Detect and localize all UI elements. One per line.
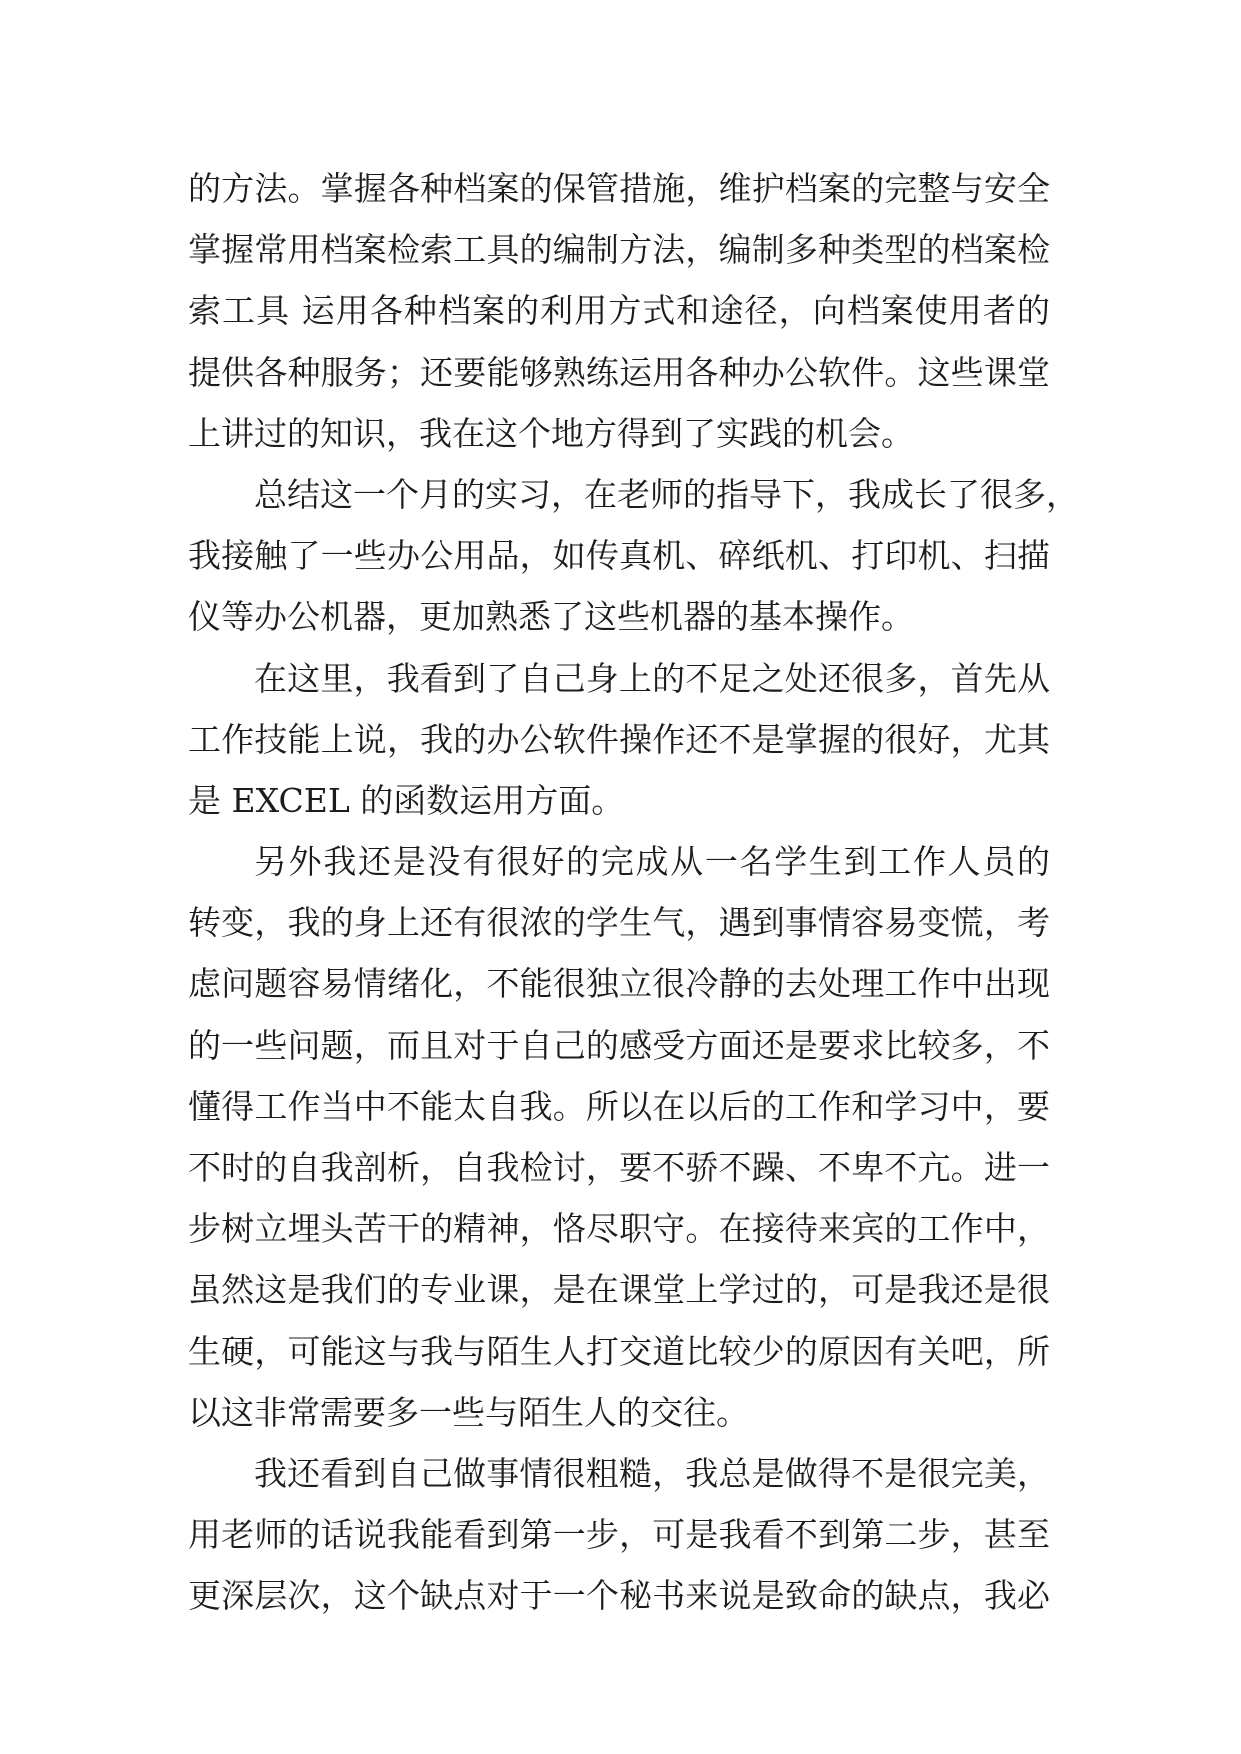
text-line: 工作技能上说，我的办公软件操作还不是掌握的很好，尤其 xyxy=(188,719,1050,759)
text-line: 生硬，可能这与我与陌生人打交道比较少的原因有关吧，所 xyxy=(188,1331,1050,1371)
text-line: 虑问题容易情绪化，不能很独立很冷静的去处理工作中出现 xyxy=(188,964,1050,1004)
text-line: 用老师的话说我能看到第一步，可是我看不到第二步，甚至 xyxy=(188,1515,1050,1555)
text-line: 以这非常需要多一些与陌生人的交往。 xyxy=(188,1392,749,1432)
text-line: 上讲过的知识，我在这个地方得到了实践的机会。 xyxy=(188,413,914,453)
text-line: 我还看到自己做事情很粗糙，我总是做得不是很完美， xyxy=(254,1453,1050,1493)
body-text xyxy=(188,158,1079,1627)
text-line: 虽然这是我们的专业课，是在课堂上学过的，可是我还是很 xyxy=(188,1270,1050,1310)
text-line: 掌握常用档案检索工具的编制方法，编制多种类型的档案检 xyxy=(188,230,1050,270)
text-line: 步树立埋头苦干的精神，恪尽职守。在接待来宾的工作中， xyxy=(188,1209,1050,1249)
text-line: 提供各种服务；还要能够熟练运用各种办公软件。这些课堂 xyxy=(188,352,1050,392)
text-line: 我接触了一些办公用品，如传真机、碎纸机、打印机、扫描 xyxy=(188,536,1050,576)
text-line: 在这里，我看到了自己身上的不足之处还很多，首先从 xyxy=(254,658,1050,698)
text-line: 总结这一个月的实习，在老师的指导下，我成长了很多， xyxy=(254,474,1079,514)
text-line: 是 EXCEL 的函数运用方面。 xyxy=(188,780,625,820)
text-line: 懂得工作当中不能太自我。所以在以后的工作和学习中，要 xyxy=(188,1086,1050,1126)
text-line: 索工具 运用各种档案的利用方式和途径，向档案使用者的 xyxy=(188,291,1050,331)
text-line: 不时的自我剖析，自我检讨，要不骄不躁、不卑不亢。进一 xyxy=(188,1148,1050,1187)
text-line: 另外我还是没有很好的完成从一名学生到工作人员的 xyxy=(254,842,1050,882)
text-line: 更深层次，这个缺点对于一个秘书来说是致命的缺点，我必 xyxy=(188,1576,1050,1616)
text-line: 转变，我的身上还有很浓的学生气，遇到事情容易变慌，考 xyxy=(188,903,1050,943)
text-line: 的方法。掌握各种档案的保管措施，维护档案的完整与安全 xyxy=(188,169,1050,208)
text-line: 仪等办公机器，更加熟悉了这些机器的基本操作。 xyxy=(188,597,914,637)
text-line: 的一些问题，而且对于自己的感受方面还是要求比较多，不 xyxy=(188,1025,1050,1065)
